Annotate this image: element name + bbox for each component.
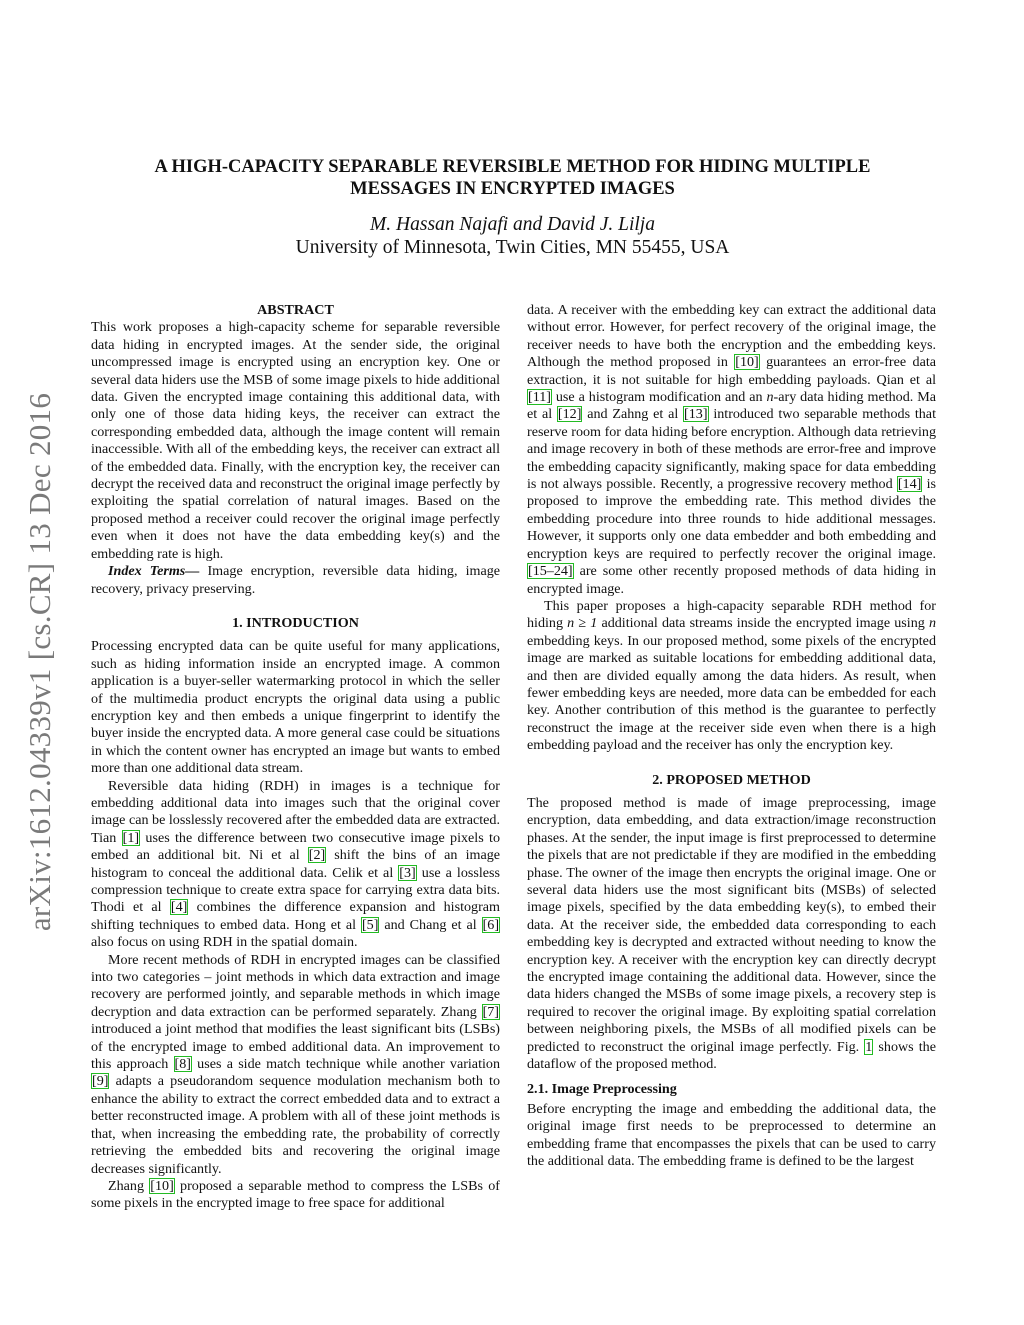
title-line-1: A HIGH-CAPACITY SEPARABLE REVERSIBLE METHOD FOR HIDING MULTIPLE <box>154 157 871 177</box>
intro-paragraph-3: More recent methods of RDH in encrypted images can be classified into two categories – joint methods in which data extraction and image recovery are performed jointly, and separable methods in which image decryption and data extraction can be performed separately. Zhang [7] introduced a joint method that modifies the least significant bits (LSBs) of the encrypted image to embed additional data. An improvement to this approach [8] uses a side match technique while another variation [9] adapts a pseudorandom sequence modulation mechanism both to enhance the ability to extract the correct embedded data and to extract a better reconstructed image. A problem with all of these joint methods is that, when increasing the embedding rate, the probability of correctly retrieving the embedded bits and recovering the original image decreases significantly. <box>91 951 500 1177</box>
intro-paragraph-1: Processing encrypted data can be quite useful for many applications, such as hiding information inside an encrypted image. A common application is a buyer-seller watermarking protocol in which the seller of the multimedia product encrypts the original data using a public encryption key and then embeds a unique fingerprint to identify the buyer inside the encrypted data. A more general case could be situations in which the content owner has encrypted an image but wants to embed more than one additional data stream. <box>91 638 500 777</box>
authors: M. Hassan Najafi and David J. Lilja <box>370 214 655 235</box>
affiliation: University of Minnesota, Twin Cities, MN 55455, USA <box>295 237 730 258</box>
citation-link[interactable]: [4] <box>170 899 188 916</box>
citation-link[interactable]: [13] <box>684 406 708 423</box>
paper-title <box>90 156 935 200</box>
proposed-method-heading: 2. PROPOSED METHOD <box>652 771 811 788</box>
index-terms <box>91 563 500 598</box>
introduction-heading: 1. INTRODUCTION <box>232 614 359 631</box>
citation-link[interactable]: [6] <box>482 916 500 933</box>
citation-link[interactable]: [14] <box>897 476 922 493</box>
index-terms-text: Image encryption, reversible data hiding, image recovery, privacy preserving. <box>91 563 501 597</box>
citation-link[interactable]: [9] <box>92 1073 109 1090</box>
math-n-geq-1: n ≥ 1 <box>567 615 598 632</box>
citation-link[interactable]: [3] <box>399 864 416 881</box>
left-column <box>91 302 500 1213</box>
method-paragraph-1: The proposed method is made of image preprocessing, image encryption, data embedding, and data extraction/image reconstruction phases. At the sender, the input image is first preprocessed to determine the pixels that are not predictable if they are modified in the embedding phase. The owner of the image then encrypts the original image. One or several data hiders use the most significant bits (MSBs) of selected image pixels, specified by the data embedding key(s), to embed their data. At the receiver side, the embedded data corresponding to each embedding key is decrypted and extracted without needing to know the encryption key. A receiver with the encryption key can directly decrypt the encrypted image containing the additional data. However, since the data hiders changed the MSBs of some image pixels, a recovery step is required to recover the original image. By exploiting spatial correlation between neighboring pixels, the MSBs of all modified pixels can be predicted to reconstruct the original image perfectly. Fig. 1 shows the dataflow of the proposed method. <box>527 794 936 1073</box>
citation-link[interactable]: [8] <box>174 1056 191 1073</box>
citation-link[interactable]: [15–24] <box>528 563 573 580</box>
citation-link[interactable]: [11] <box>528 389 551 406</box>
index-terms-label: Index Terms— <box>108 563 200 580</box>
preprocessing-paragraph: Before encrypting the image and embedding the additional data, the original image first needs to be preprocessed to determine an embedding frame that encompasses the pixels that can be used to carry the additional data. The embedding frame is defined to be the largest <box>527 1100 936 1170</box>
intro-paragraph-4-continued: data. A receiver with the embedding key can extract the additional data without error. However, for perfect recovery of the original image, the receiver needs to have both the encryption and the embedding keys. Although the method proposed in [10] guarantees an error-free data extraction, it is not suitable for high embedding payloads. Qian et al [11] use a histogram modification and an n-ary data hiding method. Ma et al [12] and Zahng et al [13] introduced two separable methods that reserve room for data hiding before encryption. Although data retrieving and image recovery in both of these methods are error-free and improve the embedding capacity significantly, making space for data embedding is not always possible. Recently, a progressive recovery method [14] is proposed to improve the embedding rate. This method divides the embedding procedure into three rounds to hide additional messages. However, it supports only one data embedder and both embedding and encryption keys are required to perfectly recover the original image. [15–24] are some other recently proposed methods of data hiding in encrypted image. <box>527 302 936 597</box>
abstract-text: This work proposes a high-capacity scheme for separable reversible data hiding in encrypted images. At the sender side, the original uncompressed image is encrypted using an encryption key. One or several data hiders use the MSB of some image pixels to hide additional data. Given the encrypted image containing this additional data, with only one of those data hiding keys, the receiver can extract the corresponding embedded data, although the image content will remain inaccessible. With all of the embedding keys, the receiver can extract all of the embedded data. Finally, with the encryption key, the receiver can decrypt the received data and reconstruct the original image perfectly by exploiting the spatial correlation of natural images. Based on the proposed method a receiver could recover the original image perfectly even when it does not have the data embedding key(s) and the embedding rate is high. <box>91 319 500 562</box>
intro-paragraph-2: Reversible data hiding (RDH) in images is a technique for embedding additional data into images such that the original cover image can be losslessly recovered after the embedded data are extracted. Tian [1] uses the difference between two consecutive image pixels to embed an additional bit. Ni et al [2] shift the bins of an image histogram to conceal the additional data. Celik et al [3] use a lossless compression technique to create extra space for carrying extra data bits. Thodi et al [4] combines the difference expansion and histogram shifting techniques to embed data. Hong et al [5] and Chang et al [6] also focus on using RDH in the spatial domain. <box>91 777 501 951</box>
citation-link[interactable]: [12] <box>557 406 582 423</box>
citation-link[interactable]: [2] <box>308 847 326 864</box>
title-line-2: MESSAGES IN ENCRYPTED IMAGES <box>350 179 675 199</box>
citation-link[interactable]: [10] <box>150 1177 174 1194</box>
intro-paragraph-5: This paper proposes a high-capacity separable RDH method for hiding n ≥ 1 additional data streams inside the encrypted image using n embedding keys. In our proposed method, some pixels of the encrypted image are marked as suitable locations for embedding additional data, and then are divided equally among the data hiders. As result, when fewer embedding keys are needed, more data can be embedded for each key. Another contribution of this method is the guarantee to perfectly reconstruct the image at the receiver side even when there is a high embedding payload and the receiver has only the encryption key. <box>527 597 936 754</box>
citation-link[interactable]: [1] <box>122 829 140 846</box>
intro-paragraph-4: Zhang [10] proposed a separable method to compress the LSBs of some pixels in the encrypted image to free space for additional <box>91 1177 501 1212</box>
citation-link[interactable]: [7] <box>482 1003 499 1020</box>
arxiv-stamp-text: arXiv:1612.04339v1 [cs.CR] 13 Dec 2016 <box>22 392 57 932</box>
figure-link[interactable]: 1 <box>865 1038 873 1055</box>
citation-link[interactable]: [10] <box>735 354 759 371</box>
abstract-heading: ABSTRACT <box>257 302 334 318</box>
subsection-heading-2-1: 2.1. Image Preprocessing <box>527 1081 677 1098</box>
citation-link[interactable]: [5] <box>361 916 379 933</box>
right-column <box>527 302 936 1171</box>
